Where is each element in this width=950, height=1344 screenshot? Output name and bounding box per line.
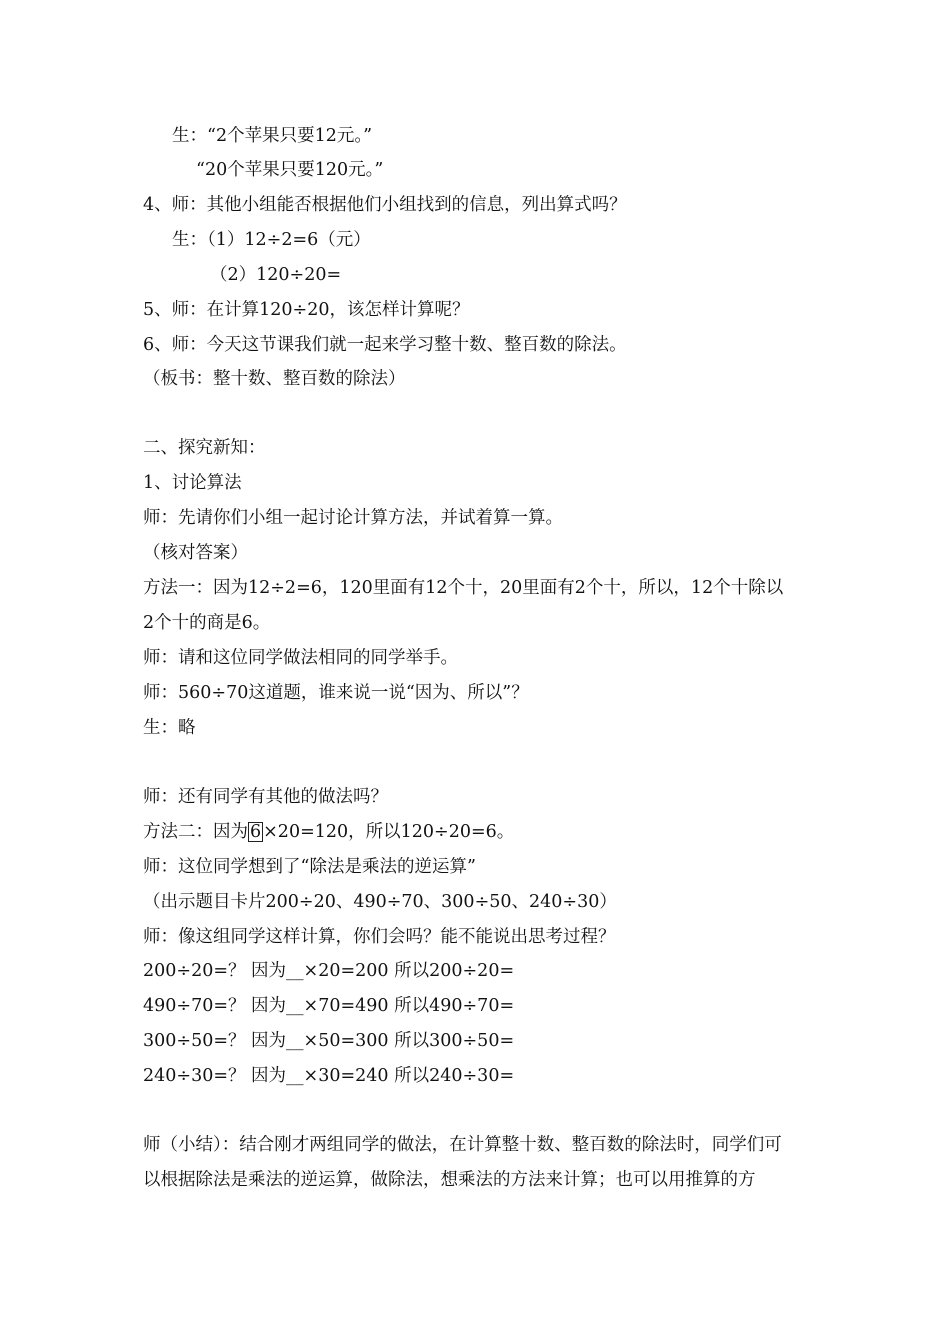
section-heading-explore: 二、探究新知： [143, 438, 266, 458]
student-formula-1: 生：（1）12÷2=6（元） [172, 230, 371, 250]
method-two-line [143, 820, 514, 844]
student-omitted: 生：略 [143, 718, 196, 738]
exercise-240-30: 240÷30=？ 因为__×30=240 所以240÷30= [143, 1066, 515, 1086]
method-one-line-2: 2个十的商是6。 [143, 613, 271, 633]
subheading-discuss: 1、讨论算法 [143, 473, 242, 493]
teacher-can-you: 师：像这组同学这样计算，你们会吗？能不能说出思考过程？ [143, 927, 616, 947]
teacher-other-methods: 师：还有同学有其他的做法吗？ [143, 787, 388, 807]
summary-line-2: 以根据除法是乘法的逆运算，做除法，想乘法的方法来计算；也可以用推算的方 [143, 1170, 756, 1190]
summary-line-1: 师（小结）：结合刚才两组同学的做法，在计算整十数、整百数的除法时，同学们可 [143, 1135, 782, 1155]
teacher-560-70: 师：560÷70这道题，谁来说一说“因为、所以”？ [143, 683, 529, 703]
item-6-teacher: 6、师：今天这节课我们就一起来学习整十数、整百数的除法。 [143, 335, 627, 355]
item-5-teacher: 5、师：在计算120÷20，该怎样计算呢？ [143, 300, 470, 320]
board-note: （板书：整十数、整百数的除法） [143, 369, 406, 389]
student-formula-2: （2）120÷20= [210, 265, 342, 285]
method-two-prefix: 方法二：因为 [143, 822, 248, 842]
student-line-apples-20: “20个苹果只要120元。” [196, 160, 384, 180]
teacher-inverse-op: 师：这位同学想到了“除法是乘法的逆运算” [143, 857, 476, 877]
exercise-200-20: 200÷20=？ 因为__×20=200 所以200÷20= [143, 961, 515, 981]
method-one-line-1: 方法一：因为12÷2=6，120里面有12个十，20里面有2个十，所以，12个十除以 [143, 578, 784, 598]
method-two-rest: ×20=120，所以120÷20=6。 [263, 822, 515, 842]
student-line-apples-2: 生：“2个苹果只要12元。” [172, 126, 373, 146]
teacher-raise-hand: 师：请和这位同学做法相同的同学举手。 [143, 648, 458, 668]
teacher-discuss: 师：先请你们小组一起讨论计算方法，并试着算一算。 [143, 508, 563, 528]
show-question-cards: （出示题目卡片200÷20、490÷70、300÷50、240÷30） [143, 892, 617, 912]
method-two-boxed-digit: 6 [250, 822, 262, 842]
exercise-490-70: 490÷70=？ 因为__×70=490 所以490÷70= [143, 996, 515, 1016]
item-4-teacher: 4、师：其他小组能否根据他们小组找到的信息，列出算式吗？ [143, 195, 627, 215]
exercise-300-50: 300÷50=？ 因为__×50=300 所以300÷50= [143, 1031, 515, 1051]
check-answers: （核对答案） [143, 543, 248, 563]
